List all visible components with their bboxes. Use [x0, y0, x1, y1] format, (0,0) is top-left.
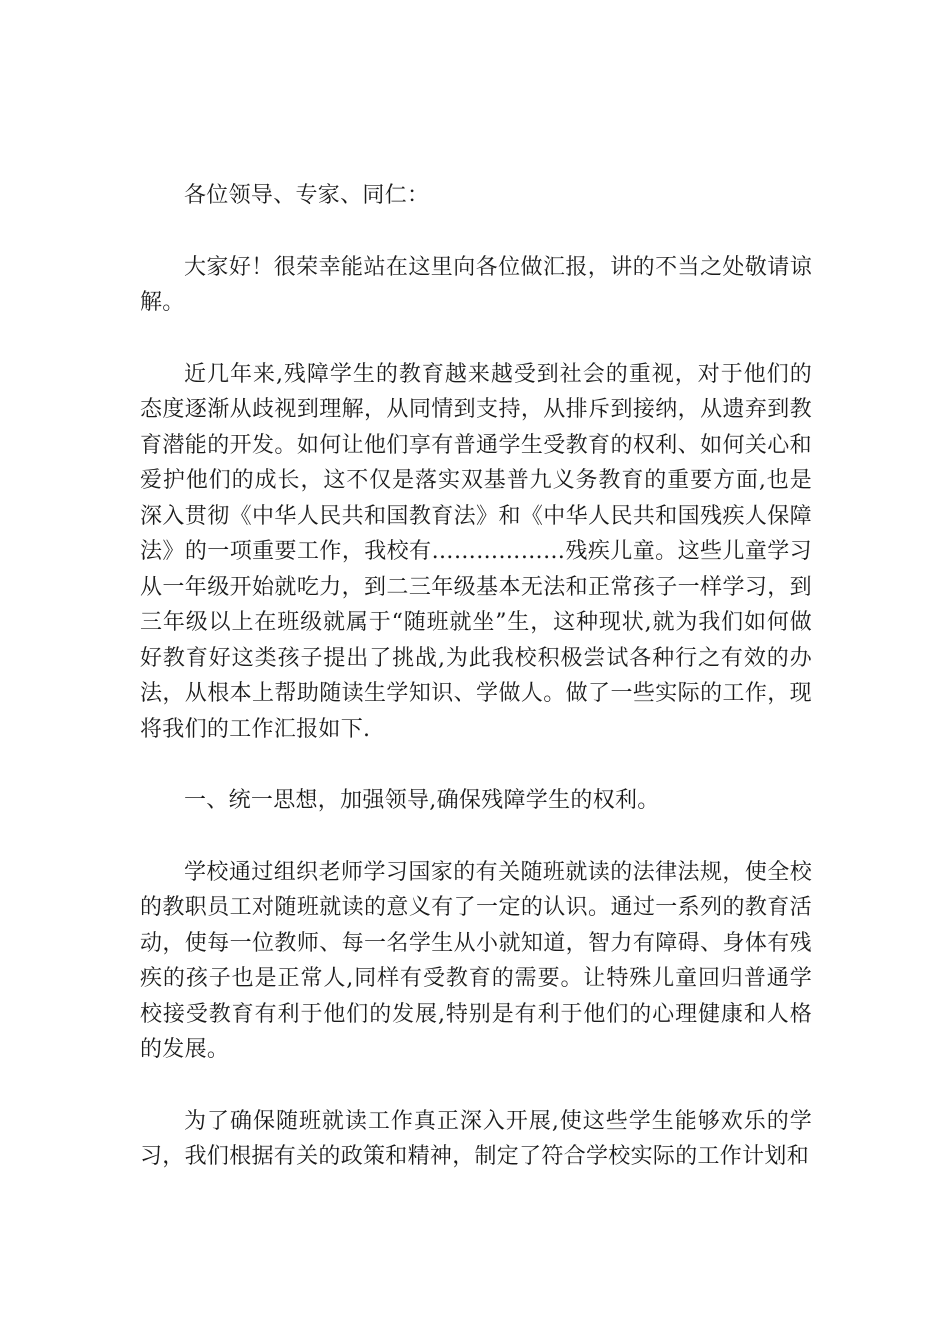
paragraph-background: 近几年来,残障学生的教育越来越受到社会的重视，对于他们的态度逐渐从歧视到理解，从同情到支持，从排斥到接纳，从遗弃到教育潜能的开发。如何让他们享有普通学生受教育的权利、如何关心和爱护他们的成长，这不仅是落实双基普九义务教育的重要方面,也是深入贯彻《中华人民共和国教育法》和《中华人民共和国残疾人保障法》的一项重要工作，我校有………………残疾儿童。这些儿童学习从一年级开始就吃力，到二三年级基本无法和正常孩子一样学习，到三年级以上在班级就属于“随班就坐”生，这种现状,就为我们如何做好教育好这类孩子提出了挑战,为此我校积极尝试各种行之有效的办法，从根本上帮助随读生学知识、学做人。做了一些实际的工作，现将我们的工作汇报如下. — [140, 361, 812, 742]
section-heading-1: 一、统一思想，加强领导,确保残障学生的权利。 — [184, 788, 660, 813]
document-body — [140, 178, 812, 1211]
greeting-line: 各位领导、专家、同仁： — [184, 183, 430, 208]
paragraph-section-1-a: 学校通过组织老师学习国家的有关随班就读的法律法规，使全校的教职员工对随班就读的意义有了一定的认识。通过一系列的教育活动，使每一位教师、每一名学生从小就知道，智力有障碍、身体有残疾的孩子也是正常人,同样有受教育的需要。让特殊儿童回归普通学校接受教育有利于他们的发展,特别是有利于他们的心理健康和人格的发展。 — [140, 859, 812, 1062]
paragraph-section-1-b: 为了确保随班就读工作真正深入开展,使这些学生能够欢乐的学习，我们根据有关的政策和精神，制定了符合学校实际的工作计划和 — [140, 1108, 812, 1169]
paragraph-intro: 大家好！很荣幸能站在这里向各位做汇报，讲的不当之处敬请谅解。 — [140, 254, 812, 315]
